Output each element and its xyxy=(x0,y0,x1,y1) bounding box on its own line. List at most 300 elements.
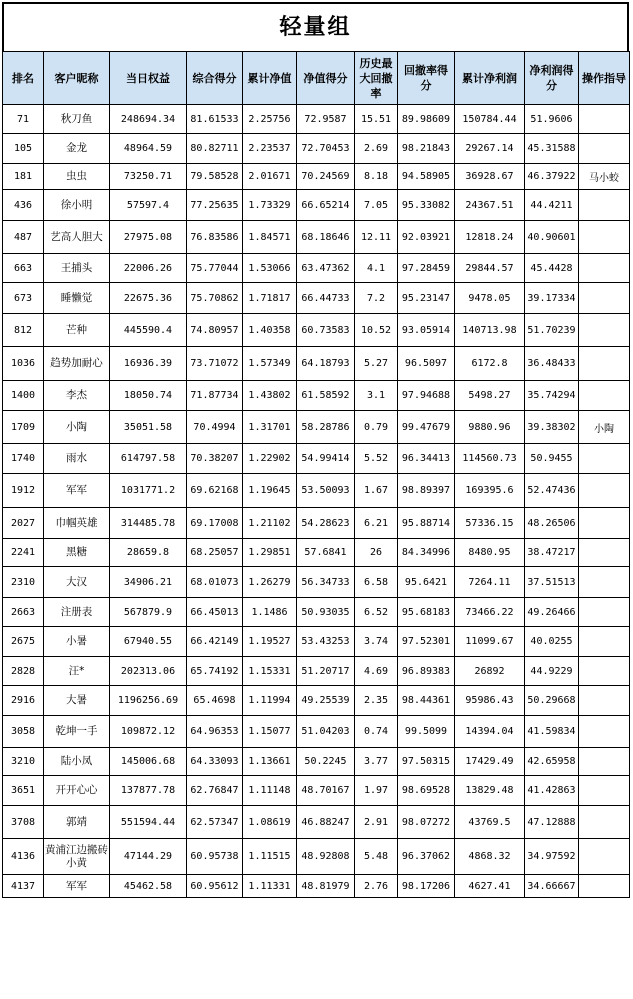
cell-equity: 248694.34 xyxy=(110,105,187,134)
cell-drawdown-score: 99.47679 xyxy=(398,411,455,444)
cell-total-score: 69.17008 xyxy=(187,508,243,539)
cell-cum-nav: 1.40358 xyxy=(243,314,297,347)
cell-rank: 2241 xyxy=(3,539,44,567)
cell-drawdown-score: 94.58905 xyxy=(398,164,455,190)
cell-rank: 3651 xyxy=(3,776,44,806)
cell-cum-profit: 24367.51 xyxy=(455,190,525,221)
cell-guidance xyxy=(579,105,630,134)
cell-total-score: 80.82711 xyxy=(187,134,243,164)
cell-equity: 1196256.69 xyxy=(110,686,187,716)
cell-total-score: 64.33093 xyxy=(187,748,243,776)
cell-total-score: 66.45013 xyxy=(187,598,243,627)
cell-cum-profit: 6172.8 xyxy=(455,347,525,381)
cell-profit-score: 51.9606 xyxy=(525,105,579,134)
cell-max-drawdown: 6.58 xyxy=(355,567,398,598)
cell-max-drawdown: 3.1 xyxy=(355,381,398,411)
cell-profit-score: 45.31588 xyxy=(525,134,579,164)
cell-drawdown-score: 95.88714 xyxy=(398,508,455,539)
cell-cum-nav: 1.31701 xyxy=(243,411,297,444)
cell-guidance xyxy=(579,314,630,347)
sheet-title: 轻量组 xyxy=(2,2,629,51)
cell-equity: 1031771.2 xyxy=(110,474,187,508)
cell-max-drawdown: 0.79 xyxy=(355,411,398,444)
cell-drawdown-score: 98.17206 xyxy=(398,875,455,898)
table-row xyxy=(3,748,630,776)
cell-equity: 137877.78 xyxy=(110,776,187,806)
cell-cum-nav: 1.13661 xyxy=(243,748,297,776)
cell-rank: 2916 xyxy=(3,686,44,716)
cell-max-drawdown: 15.51 xyxy=(355,105,398,134)
cell-cum-nav: 1.11515 xyxy=(243,839,297,875)
cell-equity: 35051.58 xyxy=(110,411,187,444)
cell-nickname: 李杰 xyxy=(44,381,110,411)
cell-max-drawdown: 3.74 xyxy=(355,627,398,657)
cell-profit-score: 41.42863 xyxy=(525,776,579,806)
cell-cum-profit: 4868.32 xyxy=(455,839,525,875)
cell-guidance xyxy=(579,748,630,776)
cell-total-score: 68.01073 xyxy=(187,567,243,598)
cell-cum-profit: 29267.14 xyxy=(455,134,525,164)
cell-nickname: 趋势加耐心 xyxy=(44,347,110,381)
cell-drawdown-score: 98.89397 xyxy=(398,474,455,508)
cell-drawdown-score: 97.52301 xyxy=(398,627,455,657)
cell-drawdown-score: 98.44361 xyxy=(398,686,455,716)
table-row xyxy=(3,875,630,898)
cell-max-drawdown: 4.1 xyxy=(355,254,398,283)
table-row xyxy=(3,839,630,875)
cell-equity: 67940.55 xyxy=(110,627,187,657)
cell-cum-nav: 1.15077 xyxy=(243,716,297,748)
cell-total-score: 73.71072 xyxy=(187,347,243,381)
cell-cum-profit: 57336.15 xyxy=(455,508,525,539)
cell-rank: 663 xyxy=(3,254,44,283)
cell-guidance: 马小蛟 xyxy=(579,164,630,190)
cell-total-score: 68.25057 xyxy=(187,539,243,567)
cell-guidance xyxy=(579,686,630,716)
cell-equity: 109872.12 xyxy=(110,716,187,748)
cell-cum-nav: 1.29851 xyxy=(243,539,297,567)
cell-equity: 614797.58 xyxy=(110,444,187,474)
cell-nickname: 大暑 xyxy=(44,686,110,716)
cell-drawdown-score: 96.34413 xyxy=(398,444,455,474)
table-row xyxy=(3,134,630,164)
cell-cum-profit: 13829.48 xyxy=(455,776,525,806)
cell-profit-score: 44.4211 xyxy=(525,190,579,221)
table-row xyxy=(3,221,630,254)
cell-max-drawdown: 10.52 xyxy=(355,314,398,347)
cell-nickname: 虫虫 xyxy=(44,164,110,190)
cell-nav-score: 72.70453 xyxy=(297,134,355,164)
cell-rank: 1709 xyxy=(3,411,44,444)
cell-rank: 436 xyxy=(3,190,44,221)
cell-cum-profit: 140713.98 xyxy=(455,314,525,347)
cell-equity: 22006.26 xyxy=(110,254,187,283)
cell-guidance xyxy=(579,806,630,839)
header-drawdown-score: 回撤率得分 xyxy=(398,52,455,105)
cell-nav-score: 51.04203 xyxy=(297,716,355,748)
cell-profit-score: 34.66667 xyxy=(525,875,579,898)
cell-nav-score: 54.99414 xyxy=(297,444,355,474)
cell-guidance xyxy=(579,474,630,508)
cell-drawdown-score: 98.07272 xyxy=(398,806,455,839)
cell-equity: 551594.44 xyxy=(110,806,187,839)
cell-max-drawdown: 12.11 xyxy=(355,221,398,254)
cell-cum-nav: 2.23537 xyxy=(243,134,297,164)
cell-profit-score: 46.37922 xyxy=(525,164,579,190)
cell-max-drawdown: 4.69 xyxy=(355,657,398,686)
cell-cum-profit: 150784.44 xyxy=(455,105,525,134)
cell-nickname: 陆小凤 xyxy=(44,748,110,776)
cell-guidance xyxy=(579,134,630,164)
ranking-sheet xyxy=(2,2,629,898)
cell-nav-score: 48.70167 xyxy=(297,776,355,806)
cell-total-score: 79.58528 xyxy=(187,164,243,190)
cell-max-drawdown: 26 xyxy=(355,539,398,567)
table-row xyxy=(3,347,630,381)
table-row xyxy=(3,539,630,567)
cell-rank: 2675 xyxy=(3,627,44,657)
cell-total-score: 77.25635 xyxy=(187,190,243,221)
cell-cum-nav: 1.71817 xyxy=(243,283,297,314)
cell-drawdown-score: 89.98609 xyxy=(398,105,455,134)
table-row xyxy=(3,716,630,748)
cell-total-score: 70.38207 xyxy=(187,444,243,474)
cell-max-drawdown: 2.69 xyxy=(355,134,398,164)
cell-equity: 314485.78 xyxy=(110,508,187,539)
cell-cum-nav: 1.11994 xyxy=(243,686,297,716)
header-nickname: 客户昵称 xyxy=(44,52,110,105)
cell-nickname: 芒种 xyxy=(44,314,110,347)
cell-rank: 3708 xyxy=(3,806,44,839)
cell-nickname: 郭靖 xyxy=(44,806,110,839)
cell-drawdown-score: 99.5099 xyxy=(398,716,455,748)
cell-equity: 27975.08 xyxy=(110,221,187,254)
cell-cum-profit: 9880.96 xyxy=(455,411,525,444)
cell-max-drawdown: 6.52 xyxy=(355,598,398,627)
cell-profit-score: 34.97592 xyxy=(525,839,579,875)
cell-equity: 34906.21 xyxy=(110,567,187,598)
cell-guidance xyxy=(579,839,630,875)
cell-total-score: 69.62168 xyxy=(187,474,243,508)
cell-equity: 57597.4 xyxy=(110,190,187,221)
cell-nickname: 汪* xyxy=(44,657,110,686)
cell-nav-score: 58.28786 xyxy=(297,411,355,444)
cell-cum-profit: 12818.24 xyxy=(455,221,525,254)
cell-max-drawdown: 2.91 xyxy=(355,806,398,839)
cell-cum-nav: 1.11331 xyxy=(243,875,297,898)
table-row xyxy=(3,411,630,444)
cell-drawdown-score: 96.89383 xyxy=(398,657,455,686)
cell-nickname: 军军 xyxy=(44,875,110,898)
cell-profit-score: 50.9455 xyxy=(525,444,579,474)
cell-equity: 48964.59 xyxy=(110,134,187,164)
cell-equity: 73250.71 xyxy=(110,164,187,190)
cell-cum-nav: 1.57349 xyxy=(243,347,297,381)
cell-equity: 47144.29 xyxy=(110,839,187,875)
header-equity: 当日权益 xyxy=(110,52,187,105)
cell-drawdown-score: 84.34996 xyxy=(398,539,455,567)
cell-profit-score: 41.59834 xyxy=(525,716,579,748)
cell-guidance xyxy=(579,567,630,598)
cell-equity: 567879.9 xyxy=(110,598,187,627)
cell-cum-nav: 1.26279 xyxy=(243,567,297,598)
cell-cum-profit: 73466.22 xyxy=(455,598,525,627)
cell-cum-profit: 14394.04 xyxy=(455,716,525,748)
cell-nav-score: 64.18793 xyxy=(297,347,355,381)
cell-profit-score: 39.38302 xyxy=(525,411,579,444)
cell-rank: 1912 xyxy=(3,474,44,508)
cell-profit-score: 49.26466 xyxy=(525,598,579,627)
cell-nickname: 小陶 xyxy=(44,411,110,444)
cell-max-drawdown: 5.27 xyxy=(355,347,398,381)
table-row xyxy=(3,105,630,134)
cell-nickname: 秋刀鱼 xyxy=(44,105,110,134)
cell-rank: 181 xyxy=(3,164,44,190)
cell-rank: 673 xyxy=(3,283,44,314)
table-row xyxy=(3,776,630,806)
header-nav-score: 净值得分 xyxy=(297,52,355,105)
cell-rank: 1400 xyxy=(3,381,44,411)
cell-rank: 487 xyxy=(3,221,44,254)
header-cum-nav: 累计净值 xyxy=(243,52,297,105)
cell-guidance xyxy=(579,444,630,474)
cell-nickname: 注册表 xyxy=(44,598,110,627)
ranking-table xyxy=(2,51,630,898)
cell-profit-score: 35.74294 xyxy=(525,381,579,411)
cell-total-score: 70.4994 xyxy=(187,411,243,444)
cell-nav-score: 53.43253 xyxy=(297,627,355,657)
header-cum-profit: 累计净利润 xyxy=(455,52,525,105)
header-profit-score: 净利润得分 xyxy=(525,52,579,105)
cell-total-score: 64.96353 xyxy=(187,716,243,748)
cell-cum-profit: 11099.67 xyxy=(455,627,525,657)
cell-cum-profit: 43769.5 xyxy=(455,806,525,839)
cell-drawdown-score: 92.03921 xyxy=(398,221,455,254)
cell-profit-score: 47.12888 xyxy=(525,806,579,839)
cell-max-drawdown: 7.2 xyxy=(355,283,398,314)
cell-guidance xyxy=(579,627,630,657)
cell-cum-nav: 1.84571 xyxy=(243,221,297,254)
cell-guidance xyxy=(579,381,630,411)
header-total-score: 综合得分 xyxy=(187,52,243,105)
cell-nav-score: 60.73583 xyxy=(297,314,355,347)
cell-guidance xyxy=(579,539,630,567)
cell-nav-score: 48.81979 xyxy=(297,875,355,898)
cell-guidance xyxy=(579,657,630,686)
cell-nickname: 艺高人胆大 xyxy=(44,221,110,254)
cell-total-score: 65.4698 xyxy=(187,686,243,716)
cell-cum-profit: 95986.43 xyxy=(455,686,525,716)
cell-cum-nav: 1.15331 xyxy=(243,657,297,686)
cell-nickname: 睡懒觉 xyxy=(44,283,110,314)
cell-nav-score: 66.65214 xyxy=(297,190,355,221)
cell-total-score: 62.76847 xyxy=(187,776,243,806)
cell-drawdown-score: 95.68183 xyxy=(398,598,455,627)
cell-cum-profit: 26892 xyxy=(455,657,525,686)
cell-total-score: 62.57347 xyxy=(187,806,243,839)
cell-cum-profit: 17429.49 xyxy=(455,748,525,776)
cell-nav-score: 51.20717 xyxy=(297,657,355,686)
cell-nickname: 开开心心 xyxy=(44,776,110,806)
cell-guidance xyxy=(579,283,630,314)
cell-drawdown-score: 95.33082 xyxy=(398,190,455,221)
cell-max-drawdown: 2.76 xyxy=(355,875,398,898)
cell-profit-score: 52.47436 xyxy=(525,474,579,508)
cell-cum-nav: 1.19527 xyxy=(243,627,297,657)
cell-drawdown-score: 97.28459 xyxy=(398,254,455,283)
cell-cum-profit: 7264.11 xyxy=(455,567,525,598)
cell-equity: 202313.06 xyxy=(110,657,187,686)
cell-rank: 71 xyxy=(3,105,44,134)
cell-equity: 22675.36 xyxy=(110,283,187,314)
cell-max-drawdown: 1.97 xyxy=(355,776,398,806)
cell-nickname: 徐小明 xyxy=(44,190,110,221)
table-body xyxy=(3,105,630,898)
cell-guidance xyxy=(579,347,630,381)
cell-max-drawdown: 0.74 xyxy=(355,716,398,748)
cell-cum-nav: 2.25756 xyxy=(243,105,297,134)
cell-nav-score: 72.9587 xyxy=(297,105,355,134)
cell-nickname: 巾帼英雄 xyxy=(44,508,110,539)
cell-guidance xyxy=(579,254,630,283)
cell-nickname: 金龙 xyxy=(44,134,110,164)
cell-rank: 2663 xyxy=(3,598,44,627)
cell-profit-score: 50.29668 xyxy=(525,686,579,716)
cell-equity: 45462.58 xyxy=(110,875,187,898)
cell-drawdown-score: 95.6421 xyxy=(398,567,455,598)
cell-cum-profit: 9478.05 xyxy=(455,283,525,314)
cell-profit-score: 42.65958 xyxy=(525,748,579,776)
cell-nickname: 雨水 xyxy=(44,444,110,474)
cell-cum-profit: 8480.95 xyxy=(455,539,525,567)
cell-drawdown-score: 95.23147 xyxy=(398,283,455,314)
cell-rank: 812 xyxy=(3,314,44,347)
cell-drawdown-score: 98.21843 xyxy=(398,134,455,164)
cell-cum-nav: 1.08619 xyxy=(243,806,297,839)
cell-drawdown-score: 97.94688 xyxy=(398,381,455,411)
cell-nav-score: 46.88247 xyxy=(297,806,355,839)
cell-guidance xyxy=(579,598,630,627)
cell-rank: 2027 xyxy=(3,508,44,539)
cell-cum-profit: 114560.73 xyxy=(455,444,525,474)
cell-equity: 445590.4 xyxy=(110,314,187,347)
cell-drawdown-score: 97.50315 xyxy=(398,748,455,776)
cell-total-score: 60.95612 xyxy=(187,875,243,898)
cell-drawdown-score: 96.37062 xyxy=(398,839,455,875)
cell-cum-profit: 169395.6 xyxy=(455,474,525,508)
cell-cum-nav: 1.53066 xyxy=(243,254,297,283)
cell-nav-score: 68.18646 xyxy=(297,221,355,254)
cell-nav-score: 48.92808 xyxy=(297,839,355,875)
cell-profit-score: 36.48433 xyxy=(525,347,579,381)
table-row xyxy=(3,381,630,411)
table-row xyxy=(3,567,630,598)
cell-profit-score: 38.47217 xyxy=(525,539,579,567)
cell-total-score: 75.70862 xyxy=(187,283,243,314)
cell-profit-score: 45.4428 xyxy=(525,254,579,283)
table-row xyxy=(3,314,630,347)
cell-profit-score: 48.26506 xyxy=(525,508,579,539)
table-row xyxy=(3,508,630,539)
cell-guidance: 小陶 xyxy=(579,411,630,444)
cell-rank: 1740 xyxy=(3,444,44,474)
cell-total-score: 74.80957 xyxy=(187,314,243,347)
table-row xyxy=(3,254,630,283)
cell-nickname: 小暑 xyxy=(44,627,110,657)
table-row xyxy=(3,283,630,314)
header-max-drawdown: 历史最大回撤率 xyxy=(355,52,398,105)
table-row xyxy=(3,444,630,474)
cell-cum-nav: 1.11148 xyxy=(243,776,297,806)
cell-nickname: 大汉 xyxy=(44,567,110,598)
cell-nickname: 乾坤一手 xyxy=(44,716,110,748)
cell-rank: 3058 xyxy=(3,716,44,748)
table-row xyxy=(3,474,630,508)
cell-cum-nav: 1.21102 xyxy=(243,508,297,539)
cell-cum-nav: 1.43802 xyxy=(243,381,297,411)
cell-rank: 1036 xyxy=(3,347,44,381)
table-row xyxy=(3,598,630,627)
cell-nickname: 王捕头 xyxy=(44,254,110,283)
cell-profit-score: 44.9229 xyxy=(525,657,579,686)
cell-equity: 28659.8 xyxy=(110,539,187,567)
cell-drawdown-score: 93.05914 xyxy=(398,314,455,347)
cell-nav-score: 66.44733 xyxy=(297,283,355,314)
cell-nickname: 军军 xyxy=(44,474,110,508)
cell-equity: 145006.68 xyxy=(110,748,187,776)
cell-total-score: 66.42149 xyxy=(187,627,243,657)
cell-nickname: 黑糖 xyxy=(44,539,110,567)
cell-cum-profit: 5498.27 xyxy=(455,381,525,411)
cell-cum-profit: 36928.67 xyxy=(455,164,525,190)
cell-cum-profit: 29844.57 xyxy=(455,254,525,283)
table-row xyxy=(3,686,630,716)
cell-equity: 18050.74 xyxy=(110,381,187,411)
cell-cum-nav: 1.73329 xyxy=(243,190,297,221)
cell-nav-score: 70.24569 xyxy=(297,164,355,190)
cell-profit-score: 51.70239 xyxy=(525,314,579,347)
cell-drawdown-score: 96.5097 xyxy=(398,347,455,381)
cell-rank: 4136 xyxy=(3,839,44,875)
cell-max-drawdown: 8.18 xyxy=(355,164,398,190)
cell-profit-score: 37.51513 xyxy=(525,567,579,598)
cell-nav-score: 50.93035 xyxy=(297,598,355,627)
cell-guidance xyxy=(579,221,630,254)
cell-cum-profit: 4627.41 xyxy=(455,875,525,898)
cell-drawdown-score: 98.69528 xyxy=(398,776,455,806)
cell-rank: 4137 xyxy=(3,875,44,898)
cell-profit-score: 39.17334 xyxy=(525,283,579,314)
cell-max-drawdown: 1.67 xyxy=(355,474,398,508)
cell-max-drawdown: 3.77 xyxy=(355,748,398,776)
cell-cum-nav: 1.1486 xyxy=(243,598,297,627)
table-row xyxy=(3,657,630,686)
cell-cum-nav: 2.01671 xyxy=(243,164,297,190)
cell-max-drawdown: 5.48 xyxy=(355,839,398,875)
cell-nav-score: 61.58592 xyxy=(297,381,355,411)
cell-max-drawdown: 7.05 xyxy=(355,190,398,221)
cell-nav-score: 57.6841 xyxy=(297,539,355,567)
cell-max-drawdown: 6.21 xyxy=(355,508,398,539)
cell-total-score: 71.87734 xyxy=(187,381,243,411)
cell-total-score: 60.95738 xyxy=(187,839,243,875)
cell-cum-nav: 1.19645 xyxy=(243,474,297,508)
header-guidance: 操作指导 xyxy=(579,52,630,105)
cell-max-drawdown: 2.35 xyxy=(355,686,398,716)
cell-guidance xyxy=(579,508,630,539)
table-row xyxy=(3,627,630,657)
cell-nickname: 黄浦江边搬砖小黄 xyxy=(44,839,110,875)
